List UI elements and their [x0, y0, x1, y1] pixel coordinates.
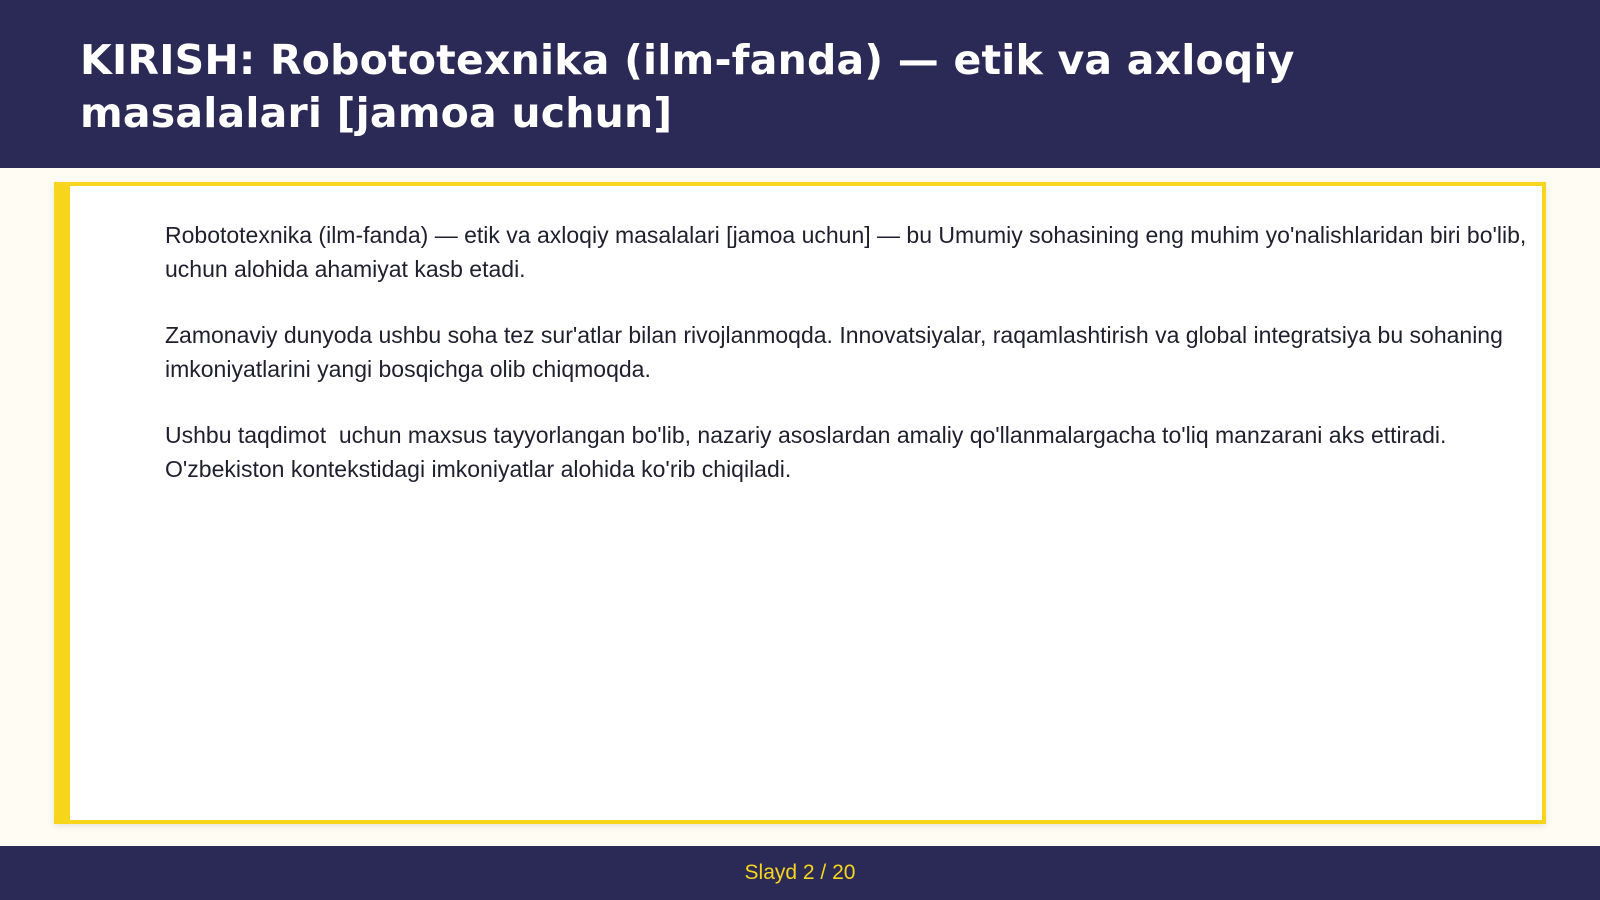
slide-body	[165, 218, 1555, 518]
intro-paragraph-3: Ushbu taqdimot uchun maxsus tayyorlangan bo'lib, nazariy asoslardan amaliy qo'llanmalargacha to'liq manzarani aks ettiradi. O'zbekiston kontekstidagi imkoniyatlar alohida ko'rib chiqiladi.	[165, 422, 1453, 482]
slide-counter: Slayd 2 / 20	[744, 861, 856, 884]
intro-paragraph-2: Zamonaviy dunyoda ushbu soha tez sur'atlar bilan rivojlanmoqda. Innovatsiyalar, raqamlashtirish va global integratsiya bu sohaning imkoniyatlarini yangi bosqichga olib chiqmoqda.	[165, 322, 1510, 382]
slide-title: KIRISH: Robototexnika (ilm-fanda) — etik va axloqiy masalalari [jamoa uchun]	[80, 36, 1295, 137]
slide-header	[0, 0, 1600, 168]
intro-paragraph-1: Robototexnika (ilm-fanda) — etik va axloqiy masalalari [jamoa uchun] — bu Umumiy sohasining eng muhim yo'nalishlaridan biri bo'lib, uchun alohida ahamiyat kasb etadi.	[165, 222, 1540, 282]
content-card	[54, 182, 1546, 824]
slide-footer	[0, 846, 1600, 900]
